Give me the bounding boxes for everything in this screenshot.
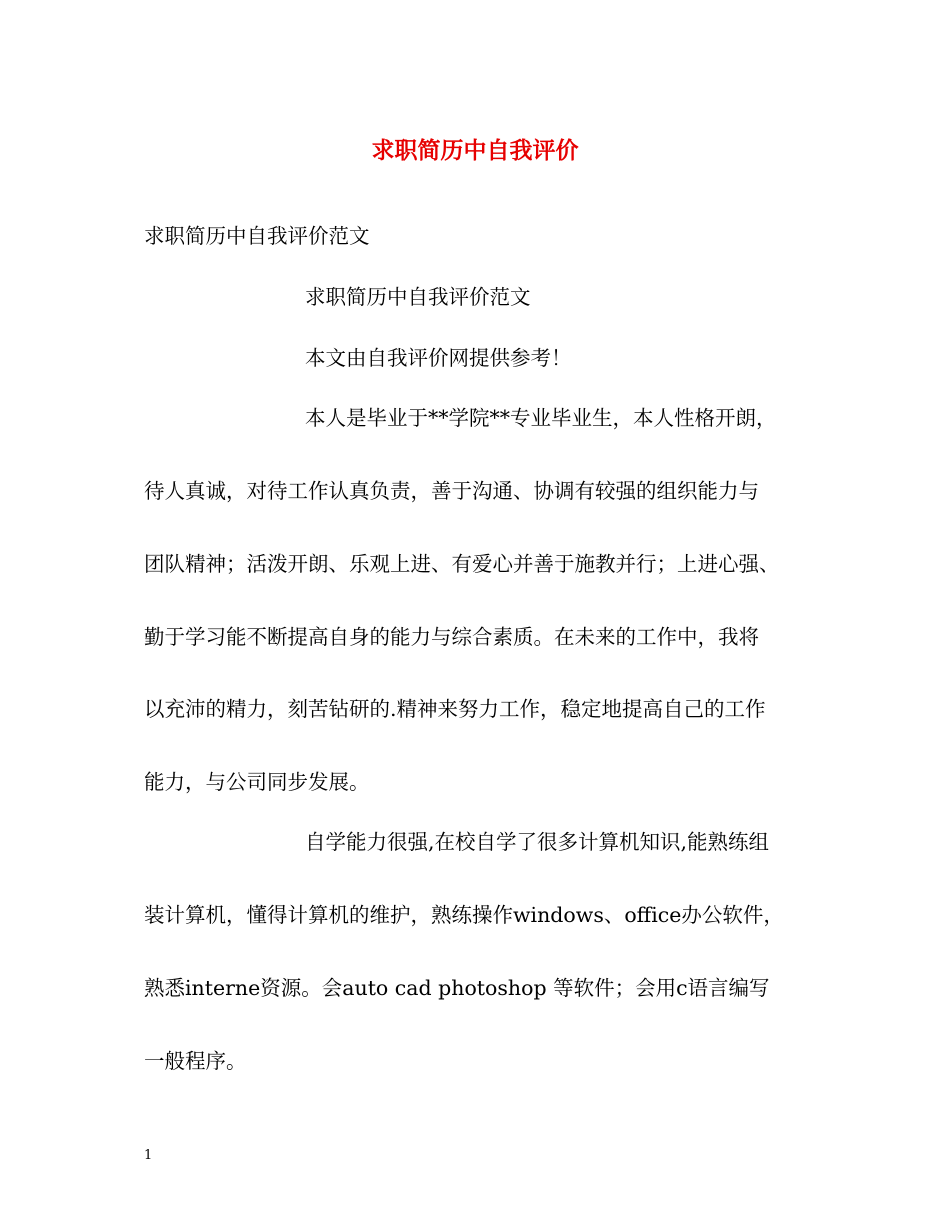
paragraph-line: 自学能力很强,在校自学了很多计算机知识,能熟练组 <box>305 830 770 854</box>
document-subheading: 求职简历中自我评价范文 <box>305 285 531 309</box>
paragraph-line: 一般程序。 <box>144 1049 247 1073</box>
source-note: 本文由自我评价网提供参考！ <box>305 346 572 370</box>
paragraph-line: 装计算机，懂得计算机的维护，熟练操作windows、office办公软件， <box>144 903 784 927</box>
document-title: 求职简历中自我评价 <box>371 137 579 164</box>
paragraph-line: 以充沛的精力，刻苦钻研的.精神来努力工作，稳定地提高自己的工作 <box>144 697 766 721</box>
paragraph-line: 能力，与公司同步发展。 <box>144 770 370 794</box>
paragraph-line: 本人是毕业于**学院**专业毕业生，本人性格开朗， <box>305 406 777 430</box>
page-number: 1 <box>144 1148 153 1163</box>
paragraph-line: 待人真诚，对待工作认真负责，善于沟通、协调有较强的组织能力与 <box>144 479 759 503</box>
paragraph-line: 熟悉interne资源。会auto cad photoshop 等软件；会用c语言编写 <box>144 976 770 1000</box>
document-heading: 求职简历中自我评价范文 <box>144 224 370 248</box>
paragraph-line: 团队精神；活泼开朗、乐观上进、有爱心并善于施教并行；上进心强、 <box>144 552 780 576</box>
paragraph-line: 勤于学习能不断提高自身的能力与综合素质。在未来的工作中，我将 <box>144 625 759 649</box>
